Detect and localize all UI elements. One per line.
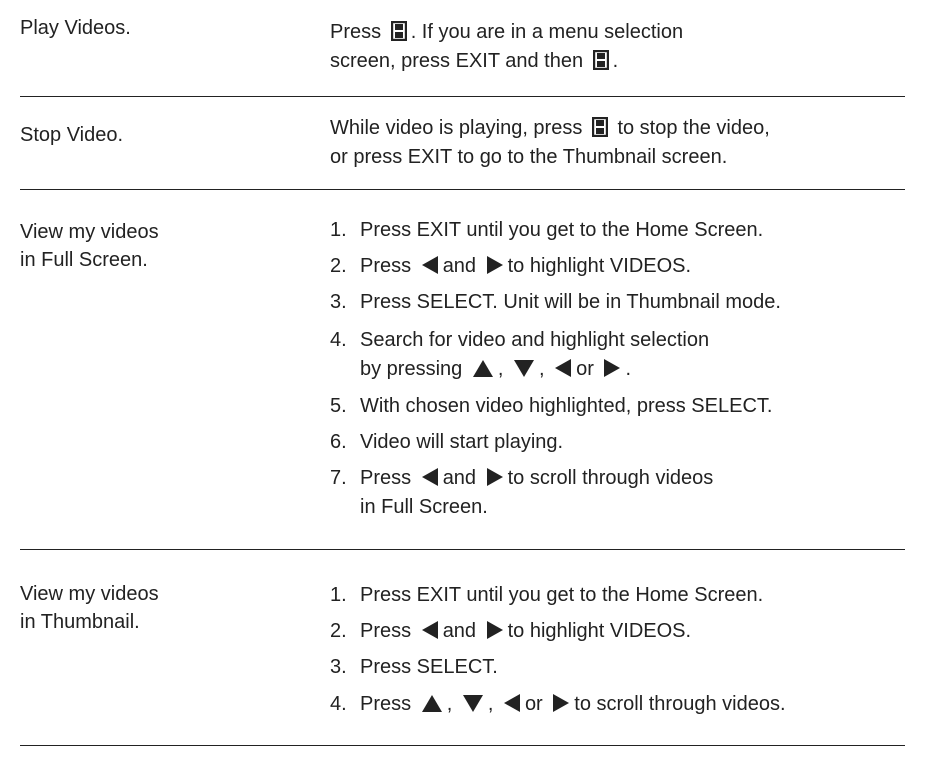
step-number: 7. xyxy=(330,467,347,489)
step-item xyxy=(330,690,786,719)
arrow-left-icon xyxy=(421,467,439,487)
description-line xyxy=(330,114,770,143)
text-segment: by pressing xyxy=(360,358,468,380)
row-divider xyxy=(20,96,905,97)
description-line xyxy=(330,143,770,172)
arrow-up-icon xyxy=(421,694,443,713)
step-number: 1. xyxy=(330,219,347,241)
step-item xyxy=(330,252,691,281)
step-line xyxy=(330,653,498,682)
row-label xyxy=(20,580,159,636)
text-segment: to highlight VIDEOS. xyxy=(507,620,692,642)
step-line xyxy=(330,690,786,719)
text-segment: , xyxy=(446,693,458,715)
step-line xyxy=(330,216,763,245)
step-item xyxy=(330,653,498,682)
film-icon xyxy=(593,50,609,70)
step-item xyxy=(330,428,563,457)
text-segment: and xyxy=(442,620,482,642)
step-line xyxy=(330,493,713,522)
text-segment: Press xyxy=(360,693,417,715)
step-line xyxy=(330,581,763,610)
step-line xyxy=(330,252,691,281)
text-segment: Press xyxy=(360,467,417,489)
row-label-line: View my videos xyxy=(20,221,159,243)
step-number: 5. xyxy=(330,395,347,417)
text-segment: to highlight VIDEOS. xyxy=(507,255,692,277)
step-line xyxy=(330,392,772,421)
text-segment: , xyxy=(538,358,551,380)
text-segment: While video is playing, press xyxy=(330,117,588,139)
step-number: 1. xyxy=(330,584,347,606)
arrow-left-icon xyxy=(554,358,572,378)
row-label-line: Stop Video. xyxy=(20,124,124,146)
text-segment: Press xyxy=(360,255,417,277)
step-line xyxy=(330,464,713,493)
step-number: 4. xyxy=(330,693,347,715)
arrow-right-icon xyxy=(603,358,621,378)
step-item xyxy=(330,216,763,245)
text-segment: and xyxy=(442,255,482,277)
text-segment: With chosen video highlighted, press SELECT. xyxy=(360,395,773,417)
row-divider xyxy=(20,189,905,190)
text-segment: or press EXIT to go to the Thumbnail screen. xyxy=(330,146,728,168)
text-segment: Press SELECT. Unit will be in Thumbnail mode. xyxy=(360,291,781,313)
step-line xyxy=(330,288,781,317)
text-segment: to stop the video, xyxy=(611,117,770,139)
text-segment: to scroll through videos. xyxy=(574,693,786,715)
arrow-left-icon xyxy=(421,620,439,640)
text-segment: . xyxy=(625,358,631,380)
description-line xyxy=(330,47,683,76)
step-line xyxy=(330,617,691,646)
arrow-right-icon xyxy=(486,255,504,275)
text-segment: Video will start playing. xyxy=(360,431,564,453)
text-segment: . xyxy=(612,50,619,72)
row-label-line: Play Videos. xyxy=(20,17,131,39)
step-item xyxy=(330,617,691,646)
row-description xyxy=(330,18,683,76)
row-label xyxy=(20,14,131,42)
step-number: 2. xyxy=(330,255,347,277)
row-label xyxy=(20,218,159,274)
step-line xyxy=(330,326,709,355)
text-segment: , xyxy=(487,693,499,715)
step-item xyxy=(330,288,781,317)
description-line xyxy=(330,18,683,47)
arrow-up-icon xyxy=(472,359,494,378)
step-item xyxy=(330,326,709,384)
step-item xyxy=(330,392,772,421)
arrow-right-icon xyxy=(486,467,504,487)
step-number: 4. xyxy=(330,329,347,351)
text-segment: Search for video and highlight selection xyxy=(360,329,710,351)
text-segment: screen, press EXIT and then xyxy=(330,50,589,72)
text-segment: . If you are in a menu selection xyxy=(410,21,684,43)
film-icon xyxy=(391,21,407,41)
row-label-line: in Thumbnail. xyxy=(20,611,140,633)
text-segment: , xyxy=(497,358,509,380)
film-icon xyxy=(592,117,608,137)
arrow-left-icon xyxy=(421,255,439,275)
text-segment: in Full Screen. xyxy=(360,496,488,518)
row-label xyxy=(20,121,123,149)
row-divider xyxy=(20,549,905,550)
step-number: 3. xyxy=(330,291,347,313)
row-label-line: in Full Screen. xyxy=(20,249,148,271)
step-item xyxy=(330,581,763,610)
step-number: 3. xyxy=(330,656,347,678)
step-item xyxy=(330,464,713,522)
text-segment: Press xyxy=(360,620,417,642)
step-line xyxy=(330,428,563,457)
text-segment: to scroll through videos xyxy=(507,467,714,489)
arrow-right-icon xyxy=(552,693,570,713)
arrow-down-icon xyxy=(513,359,535,378)
step-number: 2. xyxy=(330,620,347,642)
row-divider xyxy=(20,745,905,746)
text-segment: Press EXIT until you get to the Home Screen. xyxy=(360,584,764,606)
text-segment: Press xyxy=(330,21,387,43)
text-segment: or xyxy=(524,693,549,715)
row-label-line: View my videos xyxy=(20,583,159,605)
arrow-down-icon xyxy=(462,694,484,713)
row-description xyxy=(330,114,770,172)
arrow-right-icon xyxy=(486,620,504,640)
step-line xyxy=(330,355,709,384)
text-segment: Press SELECT. xyxy=(360,656,498,678)
text-segment: or xyxy=(576,358,600,380)
text-segment: Press EXIT until you get to the Home Screen. xyxy=(360,219,764,241)
step-number: 6. xyxy=(330,431,347,453)
arrow-left-icon xyxy=(503,693,521,713)
text-segment: and xyxy=(442,467,482,489)
